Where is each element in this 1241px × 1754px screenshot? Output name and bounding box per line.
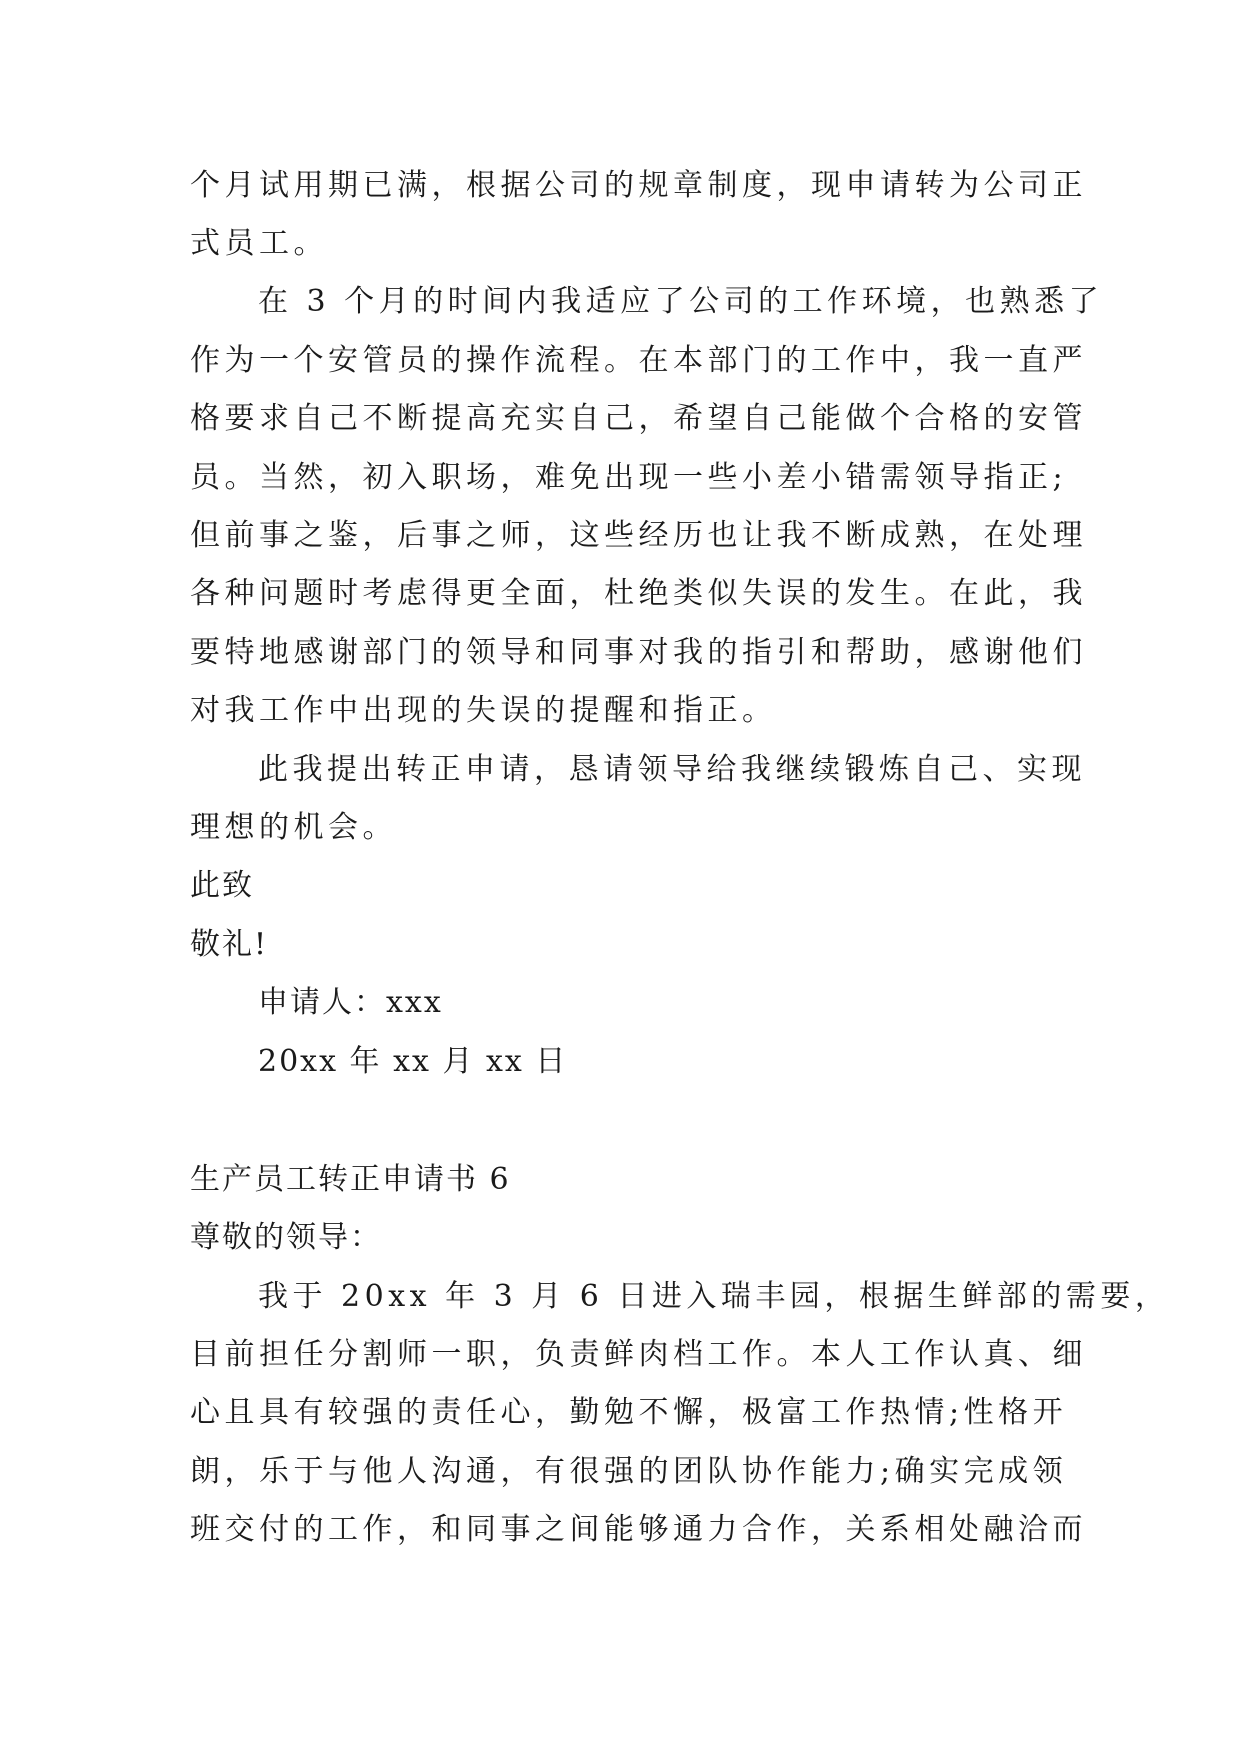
text-line: 心且具有较强的责任心，勤勉不懈，极富工作热情;性格开 bbox=[190, 1395, 1068, 1430]
closing-salutation: 此致 bbox=[190, 868, 254, 903]
text-line: 此我提出转正申请，恳请领导给我继续锻炼自己、实现 bbox=[258, 752, 1086, 787]
signature-date: 20xx 年 xx 月 xx 日 bbox=[258, 1044, 568, 1079]
text-line: 个月试用期已满，根据公司的规章制度，现申请转为公司正 bbox=[190, 168, 1087, 203]
text-line: 我于 20xx 年 3 月 6 日进入瑞丰园，根据生鲜部的需要， bbox=[258, 1279, 1170, 1314]
text-line: 格要求自己不断提高充实自己，希望自己能做个合格的安管 bbox=[190, 401, 1087, 436]
text-line: 对我工作中出现的失误的提醒和指正。 bbox=[190, 693, 777, 728]
text-line: 员。当然，初入职场，难免出现一些小差小错需领导指正; bbox=[190, 460, 1068, 495]
text-line: 各种问题时考虑得更全面，杜绝类似失误的发生。在此，我 bbox=[190, 576, 1087, 611]
text-line: 作为一个安管员的操作流程。在本部门的工作中，我一直严 bbox=[190, 343, 1087, 378]
applicant-signature: 申请人：xxx bbox=[258, 985, 443, 1020]
text-line: 要特地感谢部门的领导和同事对我的指引和帮助，感谢他们 bbox=[190, 635, 1087, 670]
text-line: 式员工。 bbox=[190, 226, 328, 261]
closing-regards: 敬礼! bbox=[190, 927, 269, 962]
text-line: 目前担任分割师一职，负责鲜肉档工作。本人工作认真、细 bbox=[190, 1337, 1087, 1372]
greeting: 尊敬的领导： bbox=[190, 1220, 382, 1255]
text-line: 理想的机会。 bbox=[190, 810, 397, 845]
text-line: 但前事之鉴，后事之师，这些经历也让我不断成熟，在处理 bbox=[190, 518, 1087, 553]
text-line: 朗，乐于与他人沟通，有很强的团队协作能力;确实完成领 bbox=[190, 1454, 1068, 1489]
text-line: 在 3 个月的时间内我适应了公司的工作环境，也熟悉了 bbox=[258, 284, 1104, 319]
text-line: 班交付的工作，和同事之间能够通力合作，关系相处融洽而 bbox=[190, 1512, 1087, 1547]
section-title: 生产员工转正申请书 6 bbox=[190, 1162, 511, 1197]
